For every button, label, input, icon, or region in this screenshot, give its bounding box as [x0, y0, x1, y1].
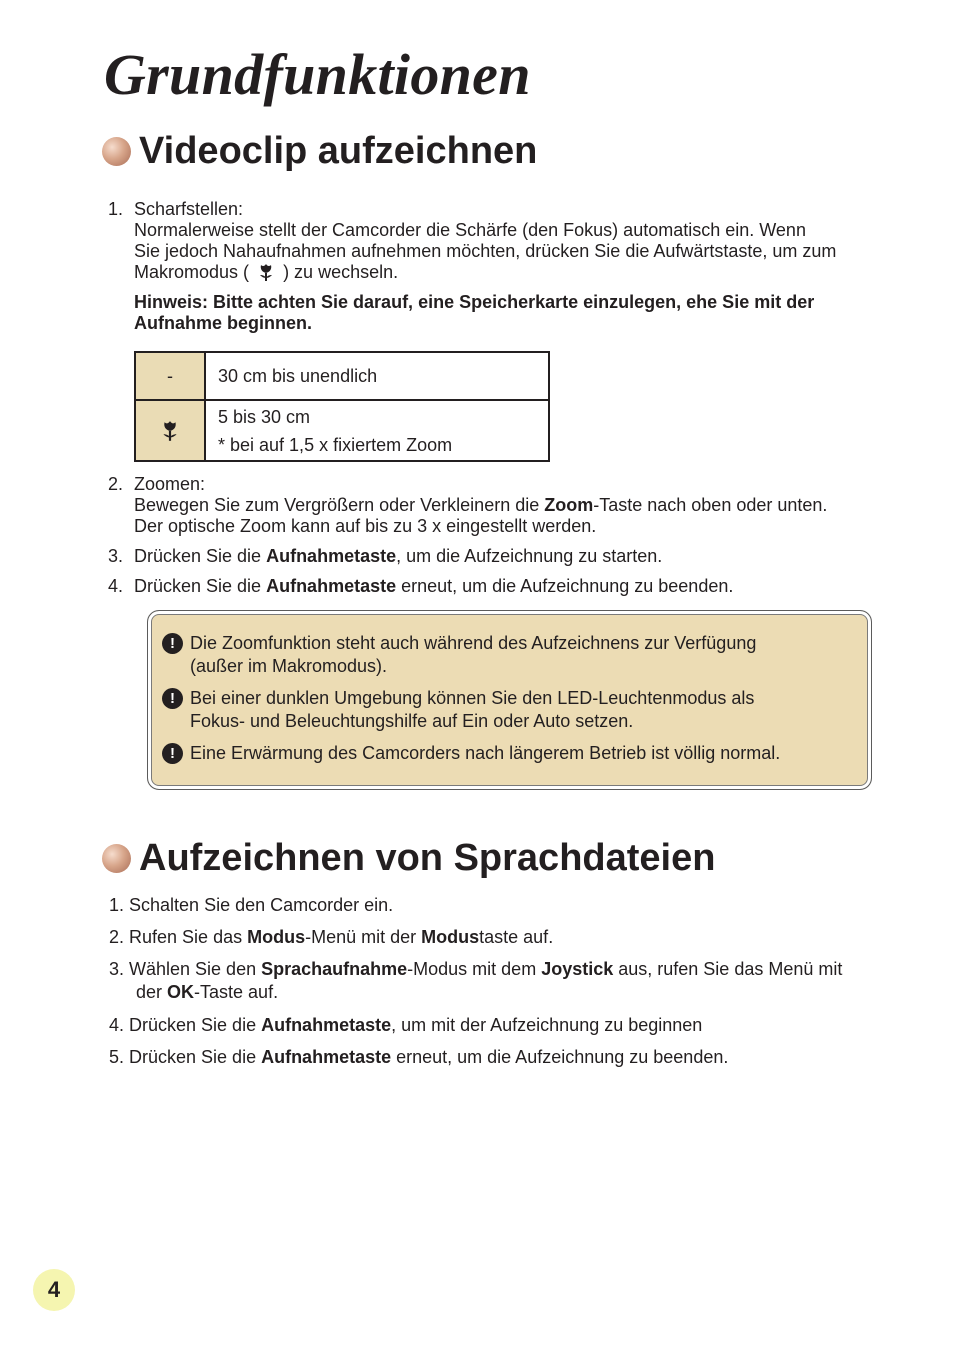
- list-text: -Menü mit der: [305, 927, 422, 947]
- step-text-part: , um die Aufzeichnung zu starten.: [396, 546, 663, 566]
- joystick-label: Joystick: [541, 959, 614, 979]
- step-text-part: Drücken Sie die: [134, 546, 267, 566]
- range-normal: 30 cm bis unendlich: [218, 365, 378, 386]
- step-title: Scharfstellen:: [134, 199, 244, 219]
- note-text: [190, 632, 756, 678]
- step-number: 1.: [108, 199, 124, 219]
- page-number: 4: [33, 1269, 75, 1311]
- table-cell-mode: [135, 400, 205, 461]
- list-text: taste auf.: [479, 927, 554, 947]
- exclamation-icon: !: [162, 743, 183, 764]
- list-item: [109, 959, 842, 980]
- list-text: erneut, um die Aufzeichnung zu beenden.: [391, 1047, 729, 1067]
- list-text: 5. Drücken Sie die: [109, 1047, 262, 1067]
- record-button-label: Aufnahmetaste: [261, 1047, 392, 1067]
- note-item: [162, 632, 756, 678]
- mode-label: Modus: [421, 927, 480, 947]
- note-line: (außer im Makromodus).: [190, 656, 388, 676]
- list-item: [109, 1047, 728, 1068]
- voice-mode-label: Sprachaufnahme: [261, 959, 408, 979]
- step-text-part: ) zu wechseln.: [283, 262, 399, 282]
- step-text: [134, 262, 398, 283]
- record-button-label: Aufnahmetaste: [261, 1015, 392, 1035]
- section-bullet-icon: [102, 844, 131, 873]
- note-item: [162, 742, 780, 765]
- list-text: -Modus mit dem: [407, 959, 542, 979]
- section-heading-videoclip: [102, 129, 537, 173]
- list-text: aus, rufen Sie das Menü mit: [613, 959, 843, 979]
- note-item: [162, 687, 754, 733]
- hint-text: Aufnahme beginnen.: [134, 313, 313, 333]
- note-line: Fokus- und Beleuchtungshilfe auf Ein oder Auto setzen.: [190, 711, 634, 731]
- step-text-part: -Taste nach oben oder unten.: [593, 495, 828, 515]
- table-row: [135, 352, 549, 400]
- step-text: [134, 576, 733, 597]
- list-item: 1. Schalten Sie den Camcorder ein.: [109, 895, 394, 915]
- list-item: [109, 1015, 702, 1036]
- step-number: 4.: [108, 576, 124, 596]
- focus-range-table: [134, 351, 550, 462]
- zoom-label: Zoom: [544, 495, 594, 515]
- step-text: [134, 495, 827, 516]
- step-number: 2.: [108, 474, 124, 494]
- table-row: [135, 400, 549, 461]
- note-line: Die Zoomfunktion steht auch während des Aufzeichnens zur Verfügung: [190, 633, 757, 653]
- macro-flower-icon: [256, 262, 276, 282]
- section-title: Videoclip aufzeichnen: [139, 130, 538, 172]
- exclamation-icon: !: [162, 688, 183, 709]
- exclamation-icon: !: [162, 633, 183, 654]
- step-number: 3.: [108, 546, 124, 566]
- note-line: Bei einer dunklen Umgebung können Sie den LED-Leuchtenmodus als: [190, 688, 755, 708]
- table-cell-mode: -: [135, 352, 205, 400]
- list-text: 3. Wählen Sie den: [109, 959, 262, 979]
- page-title: Grundfunktionen: [104, 42, 531, 107]
- step-text: Normalerweise stellt der Camcorder die Schärfe (den Fokus) automatisch ein. Wenn: [134, 220, 806, 240]
- list-text: 2. Rufen Sie das: [109, 927, 248, 947]
- list-text: -Taste auf.: [194, 982, 279, 1002]
- range-macro: 5 bis 30 cm: [218, 406, 311, 427]
- macro-flower-icon: [159, 419, 181, 443]
- step-text: [134, 546, 662, 567]
- range-macro-note: * bei auf 1,5 x fixiertem Zoom: [218, 434, 453, 455]
- record-button-label: Aufnahmetaste: [266, 576, 397, 596]
- step-title: Zoomen:: [134, 474, 206, 494]
- step-text: Sie jedoch Nahaufnahmen aufnehmen möchten, drücken Sie die Aufwärtstaste, um zum: [134, 241, 837, 261]
- list-text: , um mit der Aufzeichnung zu beginnen: [391, 1015, 703, 1035]
- step-text-part: Drücken Sie die: [134, 576, 267, 596]
- mode-label: Modus: [247, 927, 306, 947]
- record-button-label: Aufnahmetaste: [266, 546, 397, 566]
- section-heading-sprachdateien: [102, 836, 715, 880]
- table-cell-value: [205, 352, 549, 400]
- step-text-part: erneut, um die Aufzeichnung zu beenden.: [396, 576, 734, 596]
- note-line: Eine Erwärmung des Camcorders nach längerem Betrieb ist völlig normal.: [190, 743, 781, 763]
- ok-label: OK: [167, 982, 195, 1002]
- table-cell-value: [205, 400, 549, 461]
- section-title: Aufzeichnen von Sprachdateien: [139, 837, 716, 879]
- notes-box: [147, 610, 872, 790]
- step-text-part: Makromodus (: [134, 262, 250, 282]
- note-text: [190, 742, 780, 765]
- step-text-part: Bewegen Sie zum Vergrößern oder Verkleinern die: [134, 495, 545, 515]
- section-bullet-icon: [102, 137, 131, 166]
- list-item-continuation: [136, 982, 278, 1003]
- list-text: 4. Drücken Sie die: [109, 1015, 262, 1035]
- note-text: [190, 687, 754, 733]
- list-text: der: [136, 982, 168, 1002]
- step-text: Der optische Zoom kann auf bis zu 3 x eingestellt werden.: [134, 516, 597, 536]
- hint-text: Hinweis: Bitte achten Sie darauf, eine Speicherkarte einzulegen, ehe Sie mit der: [134, 292, 815, 312]
- list-item: [109, 927, 553, 948]
